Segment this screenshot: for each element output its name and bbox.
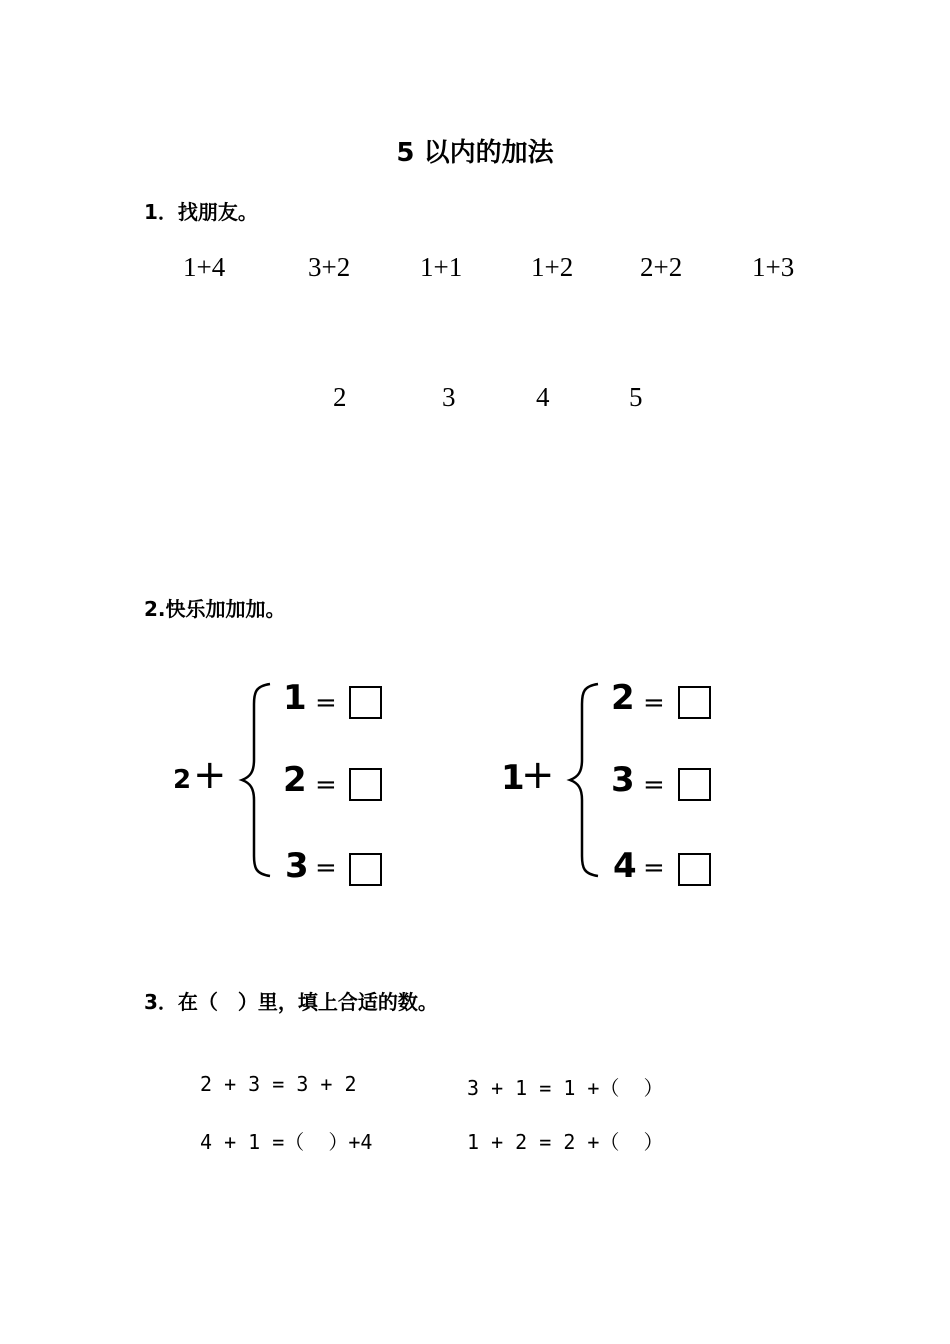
addend-number: 2 (283, 760, 307, 800)
equals-sign: = (315, 688, 337, 718)
curly-brace (238, 682, 278, 878)
answer-box[interactable] (349, 853, 382, 886)
equation: 3 + 1 = 1 +（ ） (467, 1076, 664, 1100)
answer-number: 3 (442, 382, 456, 412)
equals-sign: = (315, 770, 337, 800)
group-base-number: 1 (501, 758, 525, 798)
expression-item: 2+2 (640, 252, 683, 282)
expression-item: 1+2 (531, 252, 574, 282)
answer-number: 5 (629, 382, 643, 412)
section2-heading: 2.快乐加加加。 (144, 597, 286, 621)
expression-item: 1+1 (420, 252, 463, 282)
answer-number: 2 (333, 382, 347, 412)
answer-box[interactable] (678, 853, 711, 886)
addend-number: 3 (285, 846, 309, 886)
answer-box[interactable] (678, 686, 711, 719)
equation: 4 + 1 =（ ）+4 (200, 1130, 373, 1154)
answer-box[interactable] (678, 768, 711, 801)
equals-sign: = (643, 853, 665, 883)
equals-sign: = (643, 688, 665, 718)
expression-item: 3+2 (308, 252, 351, 282)
equals-sign: = (315, 853, 337, 883)
section1-heading: 1．找朋友。 (144, 200, 258, 224)
section3-heading: 3．在（ ）里，填上合适的数。 (144, 990, 438, 1014)
plus-sign: + (521, 752, 555, 798)
equation: 1 + 2 = 2 +（ ） (467, 1130, 664, 1154)
equals-sign: = (643, 770, 665, 800)
answer-box[interactable] (349, 768, 382, 801)
addend-number: 2 (611, 678, 635, 718)
expression-item: 1+4 (183, 252, 226, 282)
expression-item: 1+3 (752, 252, 795, 282)
equation: 2 + 3 = 3 + 2 (200, 1072, 357, 1096)
answer-box[interactable] (349, 686, 382, 719)
addend-number: 3 (611, 760, 635, 800)
page-title: 5 以内的加法 (396, 138, 554, 168)
addend-number: 1 (283, 678, 307, 718)
addend-number: 4 (613, 846, 637, 886)
plus-sign: + (193, 752, 227, 798)
curly-brace (566, 682, 606, 878)
answer-number: 4 (536, 382, 550, 412)
group-base-number: 2 (173, 765, 192, 795)
